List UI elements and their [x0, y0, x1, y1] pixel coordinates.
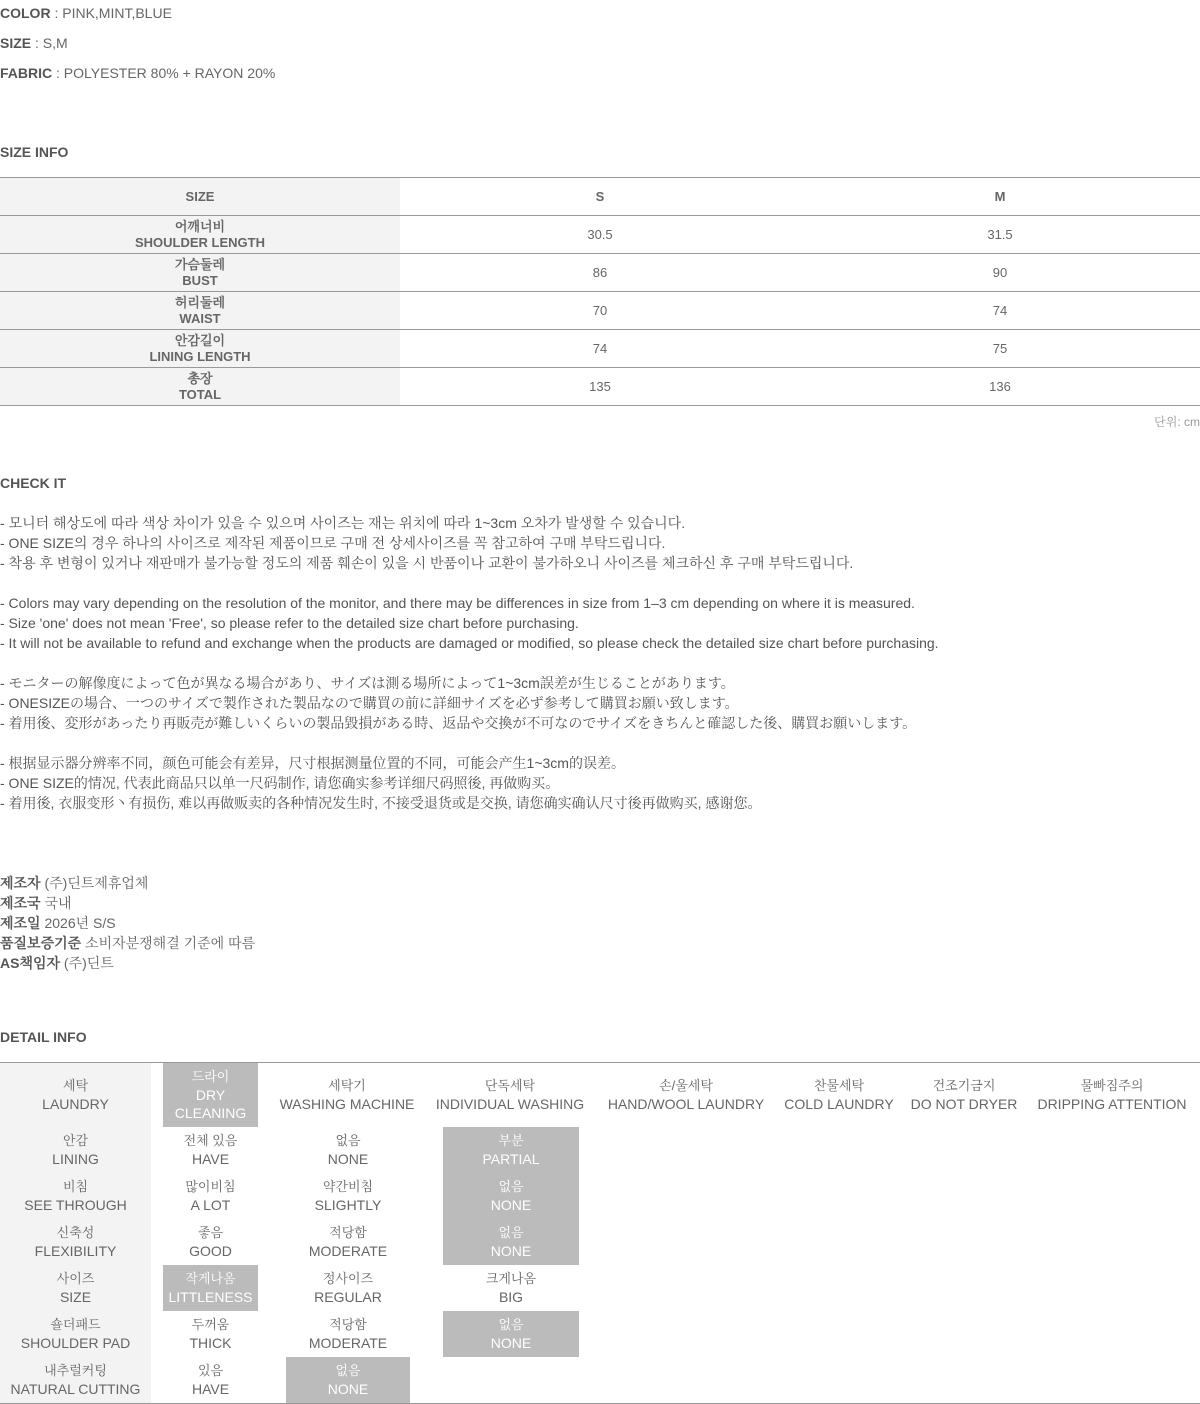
detail-option — [286, 1219, 410, 1265]
note-line: - Colors may vary depending on the resolution of the monitor, and there may be differences in size from 1–3 cm depending on where it is measured. — [0, 595, 915, 611]
option-en: NONE — [490, 1197, 532, 1213]
option-en: THICK — [189, 1335, 232, 1351]
option-ko: 세탁기 — [328, 1078, 366, 1093]
measure-label — [0, 292, 400, 329]
detail-option-selected — [443, 1219, 579, 1265]
size-header-label: SIZE — [0, 178, 400, 215]
option-ko: 없음 — [498, 1317, 524, 1332]
detail-option-selected — [163, 1063, 258, 1127]
label-ko: 사이즈 — [56, 1271, 95, 1286]
size-header-s: S — [595, 188, 605, 204]
label-ko: 안감 — [62, 1133, 89, 1148]
option-en: NONE — [327, 1151, 369, 1167]
table-row — [0, 330, 1200, 368]
measure-ko: 가슴둘레 — [174, 256, 226, 272]
detail-option — [286, 1173, 410, 1219]
measure-ko: 안감길이 — [174, 332, 226, 348]
label-en: LINING — [52, 1151, 99, 1167]
note-line: - 根据显示器分辨率不同，颜色可能会有差异，尺寸根据测量位置的不同，可能会产生1~3cm的误差。 — [0, 755, 625, 771]
spec-key: SIZE — [0, 35, 32, 51]
option-ko: 찬물세탁 — [813, 1078, 865, 1093]
detail-option — [163, 1357, 258, 1403]
detail-option — [604, 1063, 768, 1127]
notes-english — [0, 593, 939, 653]
option-ko: 많이비침 — [185, 1179, 236, 1194]
maker-value: 국내 — [40, 895, 72, 911]
option-en: LITTLENESS — [168, 1289, 253, 1305]
option-en: HAVE — [191, 1151, 230, 1167]
detail-option — [1030, 1063, 1194, 1127]
option-ko: 약간비침 — [322, 1179, 374, 1194]
spec-key: COLOR — [0, 5, 51, 21]
measure-label — [0, 330, 400, 367]
measure-label — [0, 216, 400, 253]
detail-label-size — [0, 1265, 151, 1311]
detail-option — [163, 1219, 258, 1265]
value-m: 75 — [992, 340, 1008, 356]
measure-label — [0, 368, 400, 405]
measure-label — [0, 254, 400, 291]
option-ko: 없음 — [498, 1179, 524, 1194]
measure-en: SHOULDER LENGTH — [135, 234, 265, 250]
option-en: SLIGHTLY — [314, 1197, 382, 1213]
maker-line — [0, 873, 255, 893]
detail-option-selected — [443, 1173, 579, 1219]
option-en: PARTIAL — [482, 1151, 540, 1167]
detail-option — [163, 1311, 258, 1357]
option-en: MODERATE — [308, 1335, 388, 1351]
option-ko: 부분 — [498, 1133, 524, 1148]
value-m: 136 — [989, 378, 1011, 394]
detail-option — [443, 1265, 579, 1311]
label-ko: 내추럴커팅 — [44, 1363, 107, 1378]
option-ko: 정사이즈 — [322, 1271, 374, 1286]
note-line: - 着用後、変形があったり再販売が難しいくらいの製品毀損がある時、返品や交換が不可なのでサイズをきちんと確認した後、購買お願いします。 — [0, 715, 917, 731]
spec-size — [0, 34, 68, 52]
option-ko: 있음 — [197, 1363, 224, 1378]
detail-option — [163, 1127, 258, 1173]
table-row — [0, 368, 1200, 406]
measure-ko: 허리둘레 — [174, 294, 226, 310]
detail-option — [286, 1127, 410, 1173]
value-m: 31.5 — [987, 226, 1013, 242]
label-en: SIZE — [59, 1289, 92, 1305]
option-en: NONE — [490, 1243, 532, 1259]
detail-option — [430, 1063, 590, 1127]
detail-info-title: DETAIL INFO — [0, 1029, 87, 1045]
detail-label-natural-cutting — [0, 1357, 151, 1403]
measure-en: TOTAL — [178, 386, 222, 402]
measure-en: LINING LENGTH — [149, 348, 251, 364]
detail-label-flexibility — [0, 1219, 151, 1265]
detail-option-selected — [163, 1265, 258, 1311]
note-line: - 着用後, 衣服变形丶有损伤, 难以再做贩卖的各种情况发生时, 不接受退货或是交换, 请您确实确认尺寸後再做购买, 感谢您。 — [0, 795, 762, 811]
maker-key: 제조자 — [0, 875, 41, 891]
option-ko: 크게나옴 — [485, 1271, 537, 1286]
detail-label-lining — [0, 1127, 151, 1173]
maker-key: 제조국 — [0, 895, 41, 911]
measure-en: WAIST — [179, 310, 221, 326]
value-s: 86 — [592, 264, 608, 280]
table-row — [0, 292, 1200, 330]
maker-key: 제조일 — [0, 915, 41, 931]
label-en: SEE THROUGH — [24, 1197, 127, 1213]
detail-option — [163, 1173, 258, 1219]
option-ko: 물빠짐주의 — [1080, 1078, 1144, 1093]
option-en: CLEANING — [174, 1105, 247, 1121]
notes-chinese — [0, 753, 939, 813]
label-en: FLEXIBILITY — [34, 1243, 117, 1259]
option-ko: 전체 있음 — [183, 1133, 238, 1148]
option-ko: 없음 — [498, 1225, 524, 1240]
detail-label-shoulder-pad — [0, 1311, 151, 1357]
spec-fabric — [0, 64, 275, 82]
option-en: NONE — [490, 1335, 532, 1351]
option-en: DRIPPING ATTENTION — [1037, 1096, 1187, 1112]
notes-japanese — [0, 673, 939, 733]
spec-key: FABRIC — [0, 65, 53, 81]
unit-label: 단위: cm — [1154, 415, 1200, 429]
detail-label-laundry — [0, 1063, 151, 1127]
value-m: 74 — [992, 302, 1008, 318]
option-en: REGULAR — [314, 1289, 382, 1305]
option-ko: 좋음 — [197, 1225, 224, 1240]
option-en: INDIVIDUAL WASHING — [435, 1096, 585, 1112]
value-m: 90 — [992, 264, 1008, 280]
label-ko: 세탁 — [62, 1078, 89, 1093]
maker-line — [0, 913, 255, 933]
option-en: DRY — [195, 1087, 226, 1103]
maker-line — [0, 953, 255, 973]
option-ko: 작게나옴 — [185, 1271, 236, 1286]
maker-value: (주)딘트제휴업체 — [40, 875, 149, 891]
maker-key: 품질보증기준 — [0, 935, 82, 951]
detail-option — [286, 1265, 410, 1311]
note-line: - It will not be available to refund and exchange when the products are damaged or modified, so please check the detailed size chart before purchasing. — [0, 635, 939, 651]
detail-info-table — [0, 1062, 1200, 1404]
option-en: COLD LAUNDRY — [784, 1096, 894, 1112]
note-line: - Size 'one' does not mean 'Free', so please refer to the detailed size chart before purchasing. — [0, 615, 579, 631]
measure-ko: 어깨너비 — [174, 218, 226, 234]
option-en: A LOT — [190, 1197, 231, 1213]
maker-value: 소비자분쟁해결 기준에 따름 — [81, 935, 256, 951]
size-table — [0, 177, 1200, 406]
spec-value: : POLYESTER 80% + RAYON 20% — [52, 65, 276, 81]
table-row — [0, 216, 1200, 254]
label-en: LAUNDRY — [42, 1096, 109, 1112]
value-s: 135 — [589, 378, 611, 394]
maker-line — [0, 933, 255, 953]
table-row — [0, 254, 1200, 292]
spec-value: : S,M — [31, 35, 68, 51]
option-ko: 없음 — [335, 1133, 361, 1148]
detail-option — [906, 1063, 1022, 1127]
size-header-m: M — [994, 188, 1006, 204]
detail-option — [278, 1063, 416, 1127]
measure-ko: 총장 — [187, 370, 213, 386]
maker-line — [0, 893, 255, 913]
check-it-title: CHECK IT — [0, 475, 67, 491]
detail-option — [286, 1311, 410, 1357]
maker-key: AS책임자 — [0, 955, 61, 971]
maker-value: (주)딘트 — [60, 955, 114, 971]
option-en: BIG — [498, 1289, 524, 1305]
note-line: - ONE SIZE的情况, 代表此商品只以单一尺码制作, 请您确实参考详细尺码照後, 再做购买。 — [0, 775, 560, 791]
check-it-notes — [0, 513, 939, 833]
option-ko: 건조기금지 — [932, 1078, 996, 1093]
option-en: HAND/WOOL LAUNDRY — [607, 1096, 765, 1112]
option-en: NONE — [327, 1381, 369, 1397]
value-s: 30.5 — [587, 226, 613, 242]
maker-value: 2026년 S/S — [40, 915, 116, 931]
option-en: HAVE — [191, 1381, 230, 1397]
label-ko: 숄더패드 — [50, 1317, 101, 1332]
spec-value: : PINK,MINT,BLUE — [50, 5, 172, 21]
measure-en: BUST — [182, 272, 218, 288]
notes-korean — [0, 513, 939, 573]
label-ko: 비침 — [62, 1179, 89, 1194]
option-en: GOOD — [189, 1243, 232, 1259]
option-en: DO NOT DRYER — [910, 1096, 1018, 1112]
value-s: 70 — [592, 302, 608, 318]
note-line: - 모니터 해상도에 따라 색상 차이가 있을 수 있으며 사이즈는 재는 위치에 따라 1~3cm 오차가 발생할 수 있습니다. — [0, 515, 686, 531]
size-info-title: SIZE INFO — [0, 144, 69, 160]
option-en: MODERATE — [308, 1243, 388, 1259]
spec-color — [0, 4, 172, 22]
detail-option-selected — [443, 1311, 579, 1357]
option-ko: 드라이 — [191, 1069, 230, 1084]
note-line: - モニターの解像度によって色が異なる場合があり、サイズは測る場所によって1~3cm誤差が生じることがあります。 — [0, 675, 735, 691]
value-s: 74 — [592, 340, 608, 356]
option-ko: 단독세탁 — [484, 1078, 536, 1093]
label-ko: 신축성 — [56, 1225, 95, 1240]
option-en: WASHING MACHINE — [279, 1096, 415, 1112]
option-ko: 두꺼움 — [191, 1317, 230, 1332]
detail-label-see-through — [0, 1173, 151, 1219]
option-ko: 없음 — [335, 1363, 361, 1378]
note-line: - ONESIZEの場合、一つのサイズで製作された製品なので購買の前に詳細サイズを必ず参考して購買お願い致します。 — [0, 695, 739, 711]
option-ko: 적당함 — [329, 1225, 367, 1240]
size-table-header — [0, 178, 1200, 216]
label-en: SHOULDER PAD — [20, 1335, 131, 1351]
option-ko: 적당함 — [329, 1317, 367, 1332]
maker-info — [0, 873, 255, 973]
option-ko: 손/울세탁 — [659, 1078, 713, 1093]
detail-option — [780, 1063, 898, 1127]
note-line: - ONE SIZE의 경우 하나의 사이즈로 제작된 제품이므로 구매 전 상세사이즈를 꼭 참고하여 구매 부탁드립니다. — [0, 535, 666, 551]
detail-option-selected — [443, 1127, 579, 1173]
label-en: NATURAL CUTTING — [10, 1381, 141, 1397]
note-line: - 착용 후 변형이 있거나 재판매가 불가능할 정도의 제품 훼손이 있을 시 반품이나 교환이 불가하오니 사이즈를 체크하신 후 구매 부탁드립니다. — [0, 555, 854, 571]
detail-option-selected — [286, 1357, 410, 1403]
